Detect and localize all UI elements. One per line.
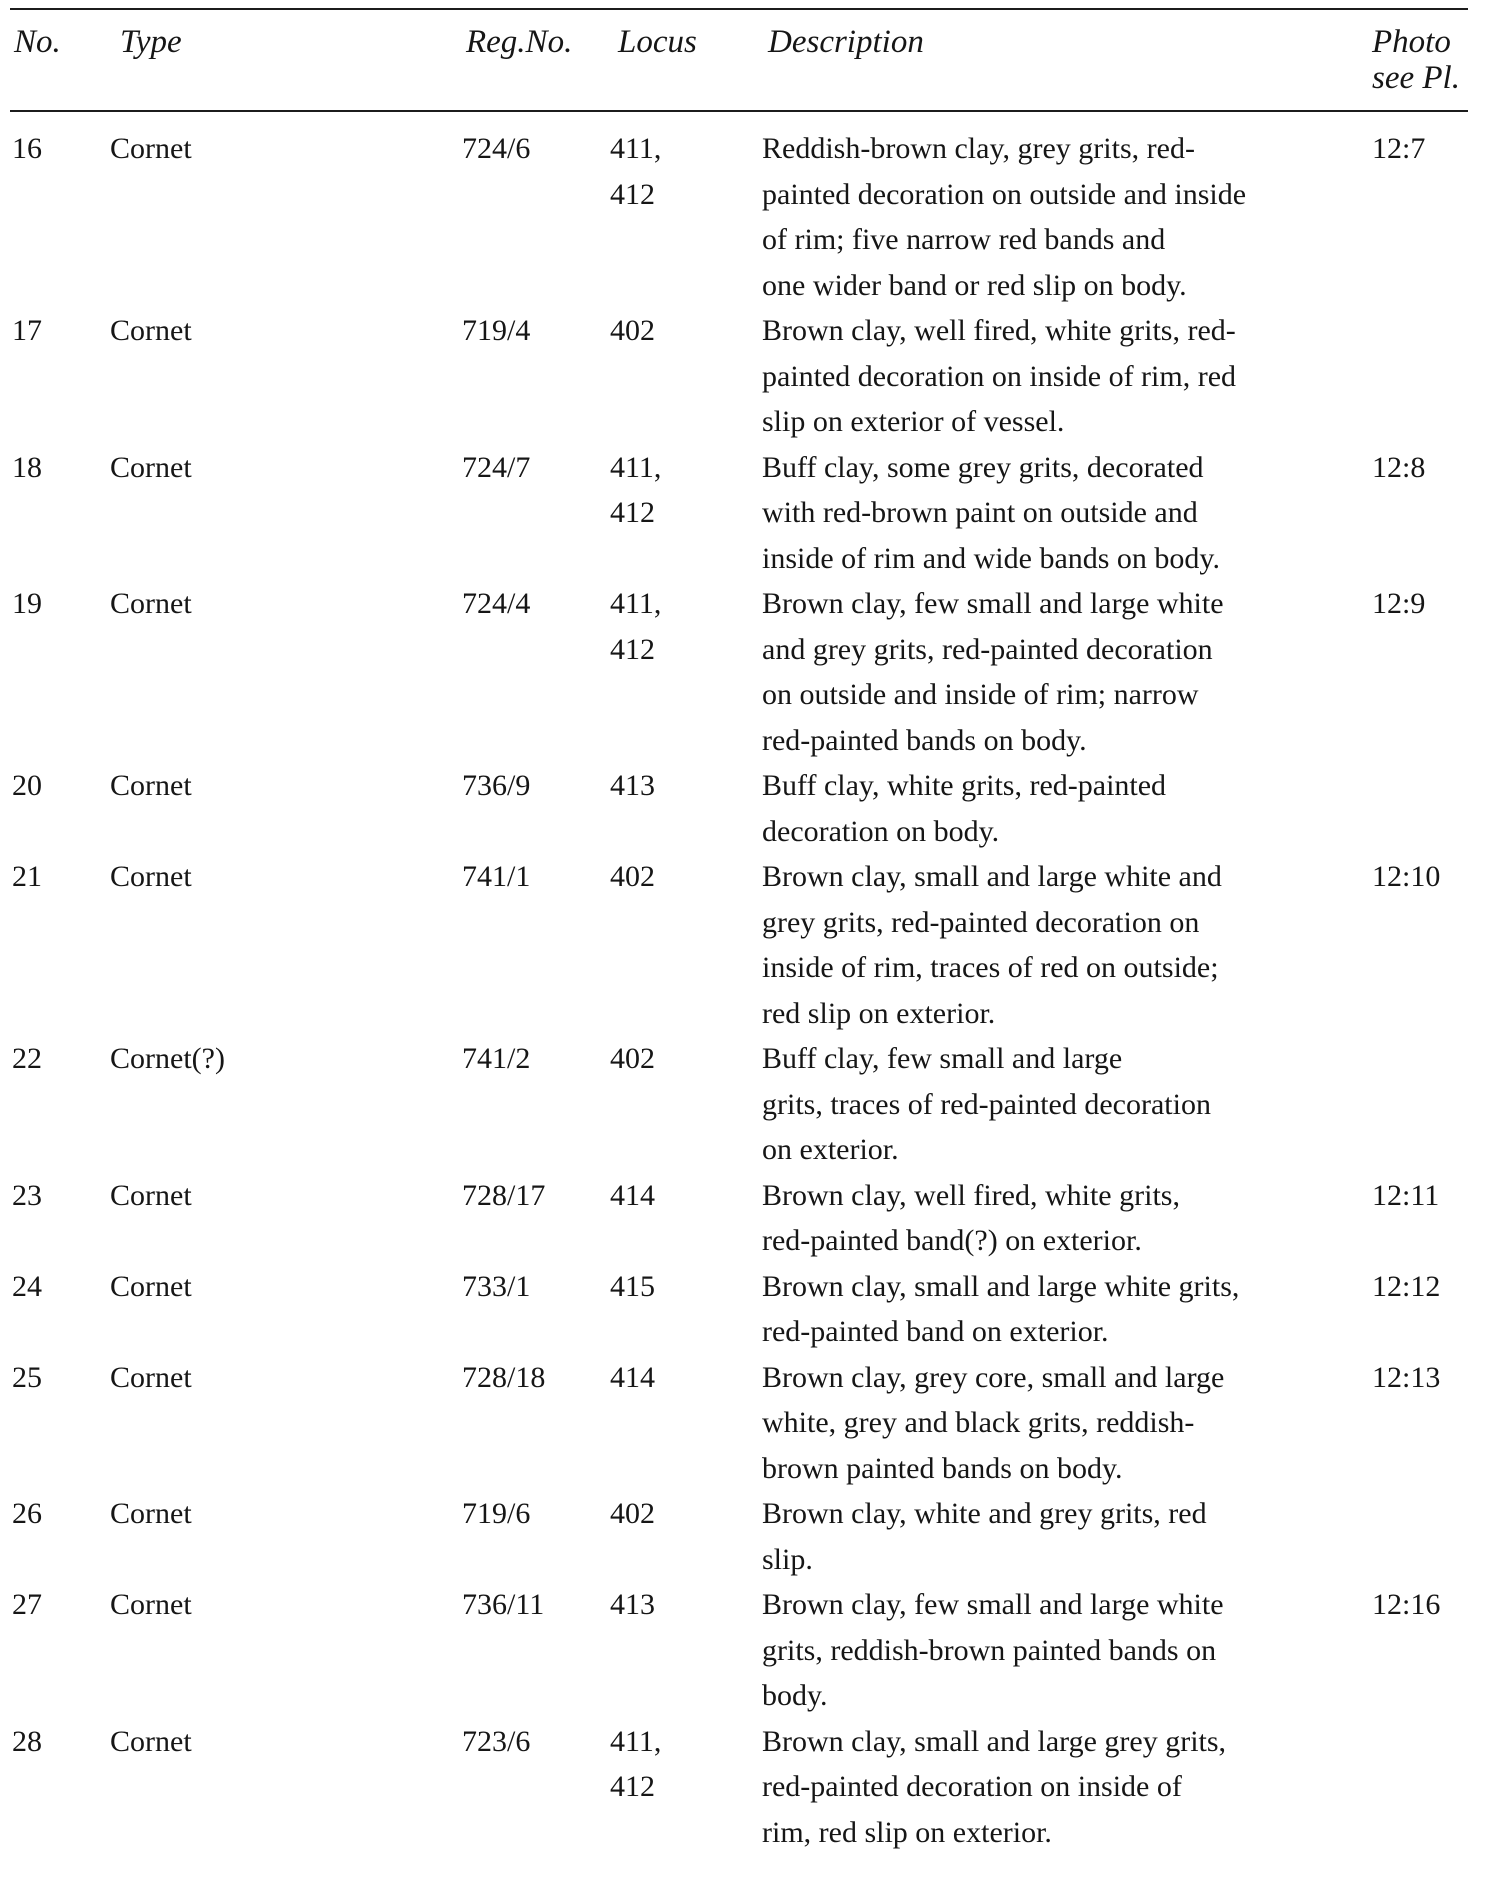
cell-description-line: on exterior. [762,1133,899,1166]
cell-locus-line: 411, [610,132,662,165]
cell-type: Cornet [110,1588,192,1621]
cell-description-line: white, grey and black grits, reddish- [762,1406,1195,1439]
cell-description [762,1355,1372,1492]
cell-no: 23 [12,1178,42,1212]
cell-locus [610,308,655,354]
cell-description-line: Buff clay, some grey grits, decorated [762,450,1204,484]
cell-reg-no: 724/4 [462,587,531,620]
cell-description-line: Brown clay, grey core, small and large [762,1360,1225,1394]
cell-photo: 12:8 [1372,450,1426,484]
header-no: No. [14,24,61,60]
table-row [10,581,1468,763]
cell-photo: 12:13 [1372,1360,1441,1394]
cell-description-line: on outside and inside of rim; narrow [762,678,1199,711]
table-header-rule [10,110,1468,112]
cell-type: Cornet [110,1497,192,1530]
cell-reg-no: 741/1 [462,860,531,893]
cell-no: 16 [12,132,42,165]
cell-description-line: and grey grits, red-painted decoration [762,632,1213,666]
cell-type: Cornet [110,1724,192,1758]
header-locus: Locus [618,24,697,60]
cell-description-line: grits, traces of red-painted decoration [762,1087,1211,1121]
header-description: Description [768,24,924,60]
cell-locus-line: 412 [610,632,655,666]
cell-description [762,1719,1372,1856]
cell-type: Cornet(?) [110,1042,225,1075]
cell-type: Cornet [110,769,192,802]
cell-no: 20 [12,769,42,802]
cell-locus [610,581,661,672]
cell-description-line: red-painted band on exterior. [762,1315,1109,1348]
cell-locus-line: 402 [610,314,655,347]
cell-no: 28 [12,1724,42,1758]
header-photo [1372,24,1460,96]
header-photo-line2: see Pl. [1372,60,1460,96]
cell-description-line: one wider band or red slip on body. [762,268,1187,302]
cell-type: Cornet [110,1360,192,1394]
table-body [10,126,1468,1855]
cell-photo: 12:7 [1372,132,1426,165]
cell-description-line: Brown clay, small and large white and [762,860,1222,893]
cell-photo: 12:11 [1372,1178,1440,1212]
cell-description-line: red-painted decoration on inside of [762,1770,1182,1803]
cell-description [762,1582,1372,1719]
cell-description-line: slip. [762,1542,813,1576]
cell-description-line: slip on exterior of vessel. [762,405,1065,438]
table-row [10,763,1468,854]
cell-locus [610,1582,655,1628]
cell-locus-line: 411, [610,1724,662,1758]
cell-description-line: Brown clay, white and grey grits, red [762,1497,1207,1530]
cell-reg-no: 724/7 [462,450,531,484]
cell-locus-line: 414 [610,1178,655,1212]
cell-reg-no: 733/1 [462,1269,531,1303]
cell-locus-line: 402 [610,1497,655,1530]
header-type: Type [120,24,182,60]
cell-type: Cornet [110,587,192,620]
cell-description-line: painted decoration on inside of rim, red [762,359,1237,393]
table-row [10,1264,1468,1355]
cell-no: 18 [12,450,42,484]
cell-type: Cornet [110,314,192,347]
table-row [10,854,1468,1036]
cell-reg-no: 728/18 [462,1360,546,1394]
cell-reg-no: 736/9 [462,769,531,802]
cell-locus [610,854,655,900]
cell-locus-line: 415 [610,1269,655,1303]
cell-description [762,581,1372,763]
cell-locus [610,126,661,217]
cell-description-line: Brown clay, well fired, white grits, red- [762,314,1236,347]
cell-no: 17 [12,314,42,347]
cell-description-line: with red-brown paint on outside and [762,496,1198,529]
table-row [10,1582,1468,1719]
cell-reg-no: 736/11 [462,1588,545,1621]
cell-description-line: Brown clay, small and large grey grits, [762,1724,1227,1758]
cell-locus-line: 413 [610,1588,655,1621]
cell-description-line: decoration on body. [762,814,1000,848]
header-photo-line1: Photo [1372,24,1451,60]
cell-description [762,445,1372,582]
cell-description-line: rim, red slip on exterior. [762,1815,1052,1849]
table-row [10,445,1468,582]
cell-description-line: Buff clay, few small and large [762,1042,1123,1075]
cell-no: 27 [12,1588,42,1621]
cell-description-line: inside of rim and wide bands on body. [762,541,1220,575]
cell-description-line: body. [762,1679,828,1712]
cell-type: Cornet [110,1178,192,1212]
cell-description [762,1036,1372,1173]
table-row [10,1173,1468,1264]
cell-reg-no: 723/6 [462,1724,531,1758]
cell-description-line: Buff clay, white grits, red-painted [762,769,1167,802]
cell-description [762,308,1372,445]
cell-description-line: of rim; five narrow red bands and [762,223,1166,256]
cell-description-line: red slip on exterior. [762,996,996,1030]
cell-description-line: painted decoration on outside and inside [762,177,1247,211]
cell-type: Cornet [110,1269,192,1303]
cell-reg-no: 719/6 [462,1497,531,1530]
cell-locus-line: 414 [610,1360,655,1394]
table-row [10,126,1468,308]
table-header [10,10,1468,110]
cell-locus-line: 412 [610,496,655,529]
table-row [10,1036,1468,1173]
cell-locus-line: 412 [610,1770,655,1803]
table-row [10,308,1468,445]
cell-locus [610,1173,655,1219]
cell-photo: 12:10 [1372,860,1441,893]
table-row [10,1491,1468,1582]
cell-description-line: inside of rim, traces of red on outside; [762,951,1219,984]
cell-description-line: red-painted band(?) on exterior. [762,1224,1142,1257]
cell-reg-no: 741/2 [462,1042,531,1075]
cell-locus [610,1719,661,1810]
cell-locus-line: 402 [610,1042,655,1075]
cell-locus-line: 413 [610,769,655,802]
cell-description-line: Brown clay, few small and large white [762,1588,1224,1621]
cell-description-line: Reddish-brown clay, grey grits, red- [762,132,1195,165]
catalogue-table [10,8,1468,1855]
cell-photo: 12:9 [1372,587,1426,620]
cell-no: 22 [12,1042,42,1075]
cell-type: Cornet [110,860,192,893]
cell-locus [610,1036,655,1082]
cell-description [762,763,1372,854]
cell-no: 24 [12,1269,42,1303]
cell-description-line: brown painted bands on body. [762,1451,1123,1485]
cell-photo: 12:12 [1372,1269,1441,1303]
cell-description-line: Brown clay, small and large white grits, [762,1269,1240,1303]
cell-reg-no: 719/4 [462,314,531,347]
cell-locus-line: 412 [610,177,655,211]
cell-locus [610,1491,655,1537]
cell-description [762,1173,1372,1264]
cell-type: Cornet [110,450,192,484]
header-reg-no: Reg.No. [466,24,573,60]
cell-description [762,854,1372,1036]
cell-locus [610,763,655,809]
cell-description [762,1491,1372,1582]
cell-locus-line: 411, [610,450,662,484]
cell-reg-no: 728/17 [462,1178,546,1212]
cell-reg-no: 724/6 [462,132,531,165]
cell-no: 25 [12,1360,42,1394]
cell-description-line: Brown clay, few small and large white [762,587,1224,620]
cell-locus-line: 402 [610,860,655,893]
cell-locus-line: 411, [610,587,662,620]
cell-locus [610,445,661,536]
cell-description [762,126,1372,308]
cell-description-line: red-painted bands on body. [762,723,1087,757]
cell-locus [610,1355,655,1401]
cell-locus [610,1264,655,1310]
cell-description-line: Brown clay, well fired, white grits, [762,1178,1180,1212]
table-row [10,1355,1468,1492]
cell-no: 26 [12,1497,42,1530]
cell-description-line: grey grits, red-painted decoration on [762,905,1200,939]
cell-type: Cornet [110,132,192,165]
cell-description-line: grits, reddish-brown painted bands on [762,1633,1217,1667]
cell-no: 19 [12,587,42,620]
cell-description [762,1264,1372,1355]
cell-photo: 12:16 [1372,1588,1441,1621]
table-row [10,1719,1468,1856]
cell-no: 21 [12,860,42,893]
